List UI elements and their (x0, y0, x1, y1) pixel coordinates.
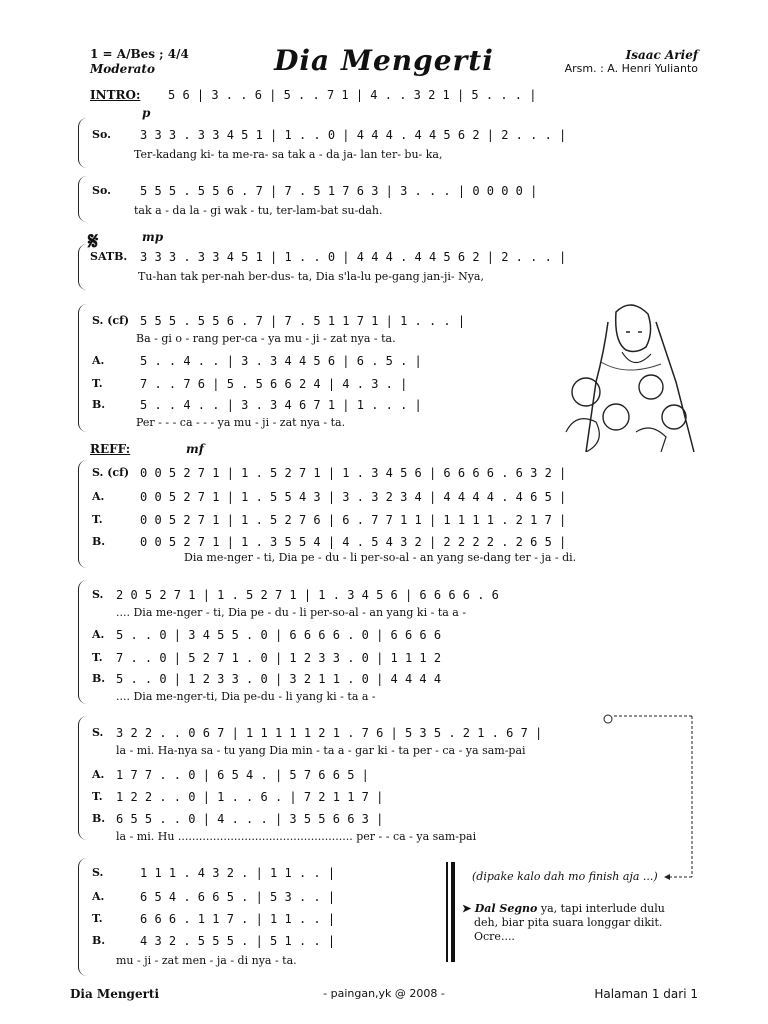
system-brace (78, 858, 87, 976)
notes-soprano: 3 2 2 . . 0 6 7 | 1 1 1 1 1 2 1 . 7 6 | 5 3 5 . 2 1 . 6 7 | (116, 726, 543, 740)
system-brace (78, 716, 87, 840)
system-brace (78, 304, 87, 432)
intro-notes: 5 6 | 3 . . 6 | 5 . . 7 1 | 4 . . 3 2 1 | 5 . . . | (168, 88, 537, 102)
voice-label-a: A. (92, 768, 105, 781)
lyrics-bass: .... Dia me-nger-ti, Dia pe-du - li yang ki - ta a - (116, 690, 376, 703)
notes-tenor: 6 6 6 . 1 1 7 . | 1 1 . . | (140, 912, 336, 926)
notes-soprano: 1 1 1 . 4 3 2 . | 1 1 . . | (140, 866, 336, 880)
notes-alto: 0 0 5 2 7 1 | 1 . 5 5 4 3 | 3 . 3 2 3 4 | 4 4 4 4 . 4 6 5 | (140, 490, 567, 504)
notes-line: 3 3 3 . 3 3 4 5 1 | 1 . . 0 | 4 4 4 . 4 4 5 6 2 | 2 . . . | (140, 250, 567, 264)
lyrics-line: tak a - da la - gi wak - tu, ter-lam-bat su-dah. (134, 204, 383, 217)
footer-title: Dia Mengerti (70, 987, 160, 1001)
repeat-guide-arrow (600, 712, 700, 882)
notes-bass: 5 . . 4 . . | 3 . 3 4 6 7 1 | 1 . . . | (140, 398, 422, 412)
voice-label: So. (92, 128, 111, 141)
dal-segno-note: ➤ Dal Segno ya, tapi interlude dulu deh, biar pita suara longgar dikit. Ocre.... (462, 902, 665, 943)
voice-label-t: T. (92, 912, 103, 925)
dynamic-mf: mf (186, 442, 204, 456)
dynamic-p: p (142, 106, 151, 120)
notes-soprano: 2 0 5 2 7 1 | 1 . 5 2 7 1 | 1 . 3 4 5 6 | 6 6 6 6 . 6 (116, 588, 499, 602)
voice-label: So. (92, 184, 111, 197)
lyrics-soprano: la - mi. Ha-nya sa - tu yang Dia min - ta a - gar ki - ta per - ca - ya sam-pai (116, 744, 526, 757)
voice-label-s: S. (92, 866, 104, 879)
notes-soprano: 0 0 5 2 7 1 | 1 . 5 2 7 1 | 1 . 3 4 5 6 | 6 6 6 6 . 6 3 2 | (140, 466, 567, 480)
notes-bass: 5 . . 0 | 1 2 3 3 . 0 | 3 2 1 1 . 0 | 4 4 4 4 (116, 672, 442, 686)
lyrics-line: mu - ji - zat men - ja - di nya - ta. (116, 954, 297, 967)
notes-bass: 4 3 2 . 5 5 5 . | 5 1 . . | (140, 934, 336, 948)
dynamic-mp: mp (142, 230, 164, 244)
voice-label-b: B. (92, 535, 106, 548)
voice-label-a: A. (92, 490, 105, 503)
voice-label-b: B. (92, 934, 106, 947)
lyrics-line: Dia me-nger - ti, Dia pe - du - li per-so-al - an yang se-dang ter - ja - di. (184, 551, 577, 564)
voice-label-s: S. (92, 726, 104, 739)
dal-segno-text-3: Ocre.... (474, 930, 515, 943)
notes-tenor: 0 0 5 2 7 1 | 1 . 5 2 7 6 | 6 . 7 7 1 1 | 1 1 1 1 . 2 1 7 | (140, 513, 567, 527)
voice-label-t: T. (92, 377, 103, 390)
footer-credit: - paingan,yk @ 2008 - (323, 987, 445, 1000)
dal-segno-text-1: ya, tapi interlude dulu (537, 902, 665, 915)
notes-line: 5 5 5 . 5 5 6 . 7 | 7 . 5 1 7 6 3 | 3 . . . | 0 0 0 0 | (140, 184, 538, 198)
voice-label-b: B. (92, 672, 106, 685)
system-brace (78, 118, 87, 168)
voice-label-t: T. (92, 790, 103, 803)
lyrics-soprano: .... Dia me-nger - ti, Dia pe - du - li per-so-al - an yang ki - ta a - (116, 606, 467, 619)
key-signature: 1 = A/Bes ; 4/4 (90, 47, 189, 61)
voice-label-b: B. (92, 398, 106, 411)
system-brace (78, 460, 87, 568)
dal-segno-title: Dal Segno (474, 902, 538, 915)
voice-label: SATB. (90, 250, 128, 263)
notes-soprano: 5 5 5 . 5 5 6 . 7 | 7 . 5 1 1 7 1 | 1 . . . | (140, 314, 466, 328)
dal-segno-text-2: deh, biar pita suara longgar dikit. (474, 916, 663, 929)
notes-bass: 0 0 5 2 7 1 | 1 . 3 5 5 4 | 4 . 5 4 3 2 | 2 2 2 2 . 2 6 5 | (140, 535, 567, 549)
system-brace (78, 176, 87, 222)
reff-label: REFF: (90, 442, 131, 456)
notes-alto: 6 5 4 . 6 6 5 . | 5 3 . . | (140, 890, 336, 904)
voice-label-a: A. (92, 628, 105, 641)
notes-line: 3 3 3 . 3 3 4 5 1 | 1 . . 0 | 4 4 4 . 4 4 5 6 2 | 2 . . . | (140, 128, 567, 142)
system-brace (78, 244, 87, 290)
tempo-marking: Moderato (90, 62, 155, 76)
finish-note: (dipake kalo dah mo finish aja ...) (472, 870, 658, 883)
page-number: Halaman 1 dari 1 (594, 987, 698, 1001)
composer: Isaac Arief (625, 48, 698, 62)
lyrics-bass: Per - - - ca - - - ya mu - ji - zat nya - ta. (136, 416, 346, 429)
notes-bass: 6 5 5 . . 0 | 4 . . . | 3 5 5 6 6 3 | (116, 812, 384, 826)
voice-label-t: T. (92, 651, 103, 664)
notes-alto: 1 7 7 . . 0 | 6 5 4 . | 5 7 6 6 5 | (116, 768, 369, 782)
notes-tenor: 1 2 2 . . 0 | 1 . . 6 . | 7 2 1 1 7 | (116, 790, 384, 804)
voice-label-s: S. (cf) (92, 314, 130, 327)
lyrics-line: Ter-kadang ki- ta me-ra- sa tak a - da ja- lan ter- bu- ka, (134, 148, 443, 161)
notes-tenor: 7 . . 7 6 | 5 . 5 6 6 2 4 | 4 . 3 . | (140, 377, 408, 391)
lyrics-line: Tu-han tak per-nah ber-dus- ta, Dia s'la-lu pe-gang jan-ji- Nya, (138, 270, 484, 283)
arranger: Arsm. : A. Henri Yulianto (564, 62, 698, 75)
notes-alto: 5 . . 0 | 3 4 5 5 . 0 | 6 6 6 6 . 0 | 6 6 6 6 (116, 628, 442, 642)
song-title: Dia Mengerti (274, 44, 494, 77)
voice-label-a: A. (92, 890, 105, 903)
final-barline-thick (451, 862, 455, 962)
final-barline-thin (446, 862, 448, 962)
lyrics-soprano: Ba - gi o - rang per-ca - ya mu - ji - zat nya - ta. (136, 332, 396, 345)
voice-label-s: S. (cf) (92, 466, 130, 479)
voice-label-t: T. (92, 513, 103, 526)
voice-label-b: B. (92, 812, 106, 825)
system-brace (78, 580, 87, 704)
jesus-children-illustration (556, 292, 698, 452)
segno-sign: 𝄋 (88, 226, 99, 255)
notes-tenor: 7 . . 0 | 5 2 7 1 . 0 | 1 2 3 3 . 0 | 1 1 1 2 (116, 651, 442, 665)
voice-label-s: S. (92, 588, 104, 601)
voice-label-a: A. (92, 354, 105, 367)
lyrics-bass: la - mi. Hu .................................................. per - - ca - ya sam-pai (116, 830, 477, 843)
intro-label: INTRO: (90, 88, 141, 102)
notes-alto: 5 . . 4 . . | 3 . 3 4 4 5 6 | 6 . 5 . | (140, 354, 422, 368)
